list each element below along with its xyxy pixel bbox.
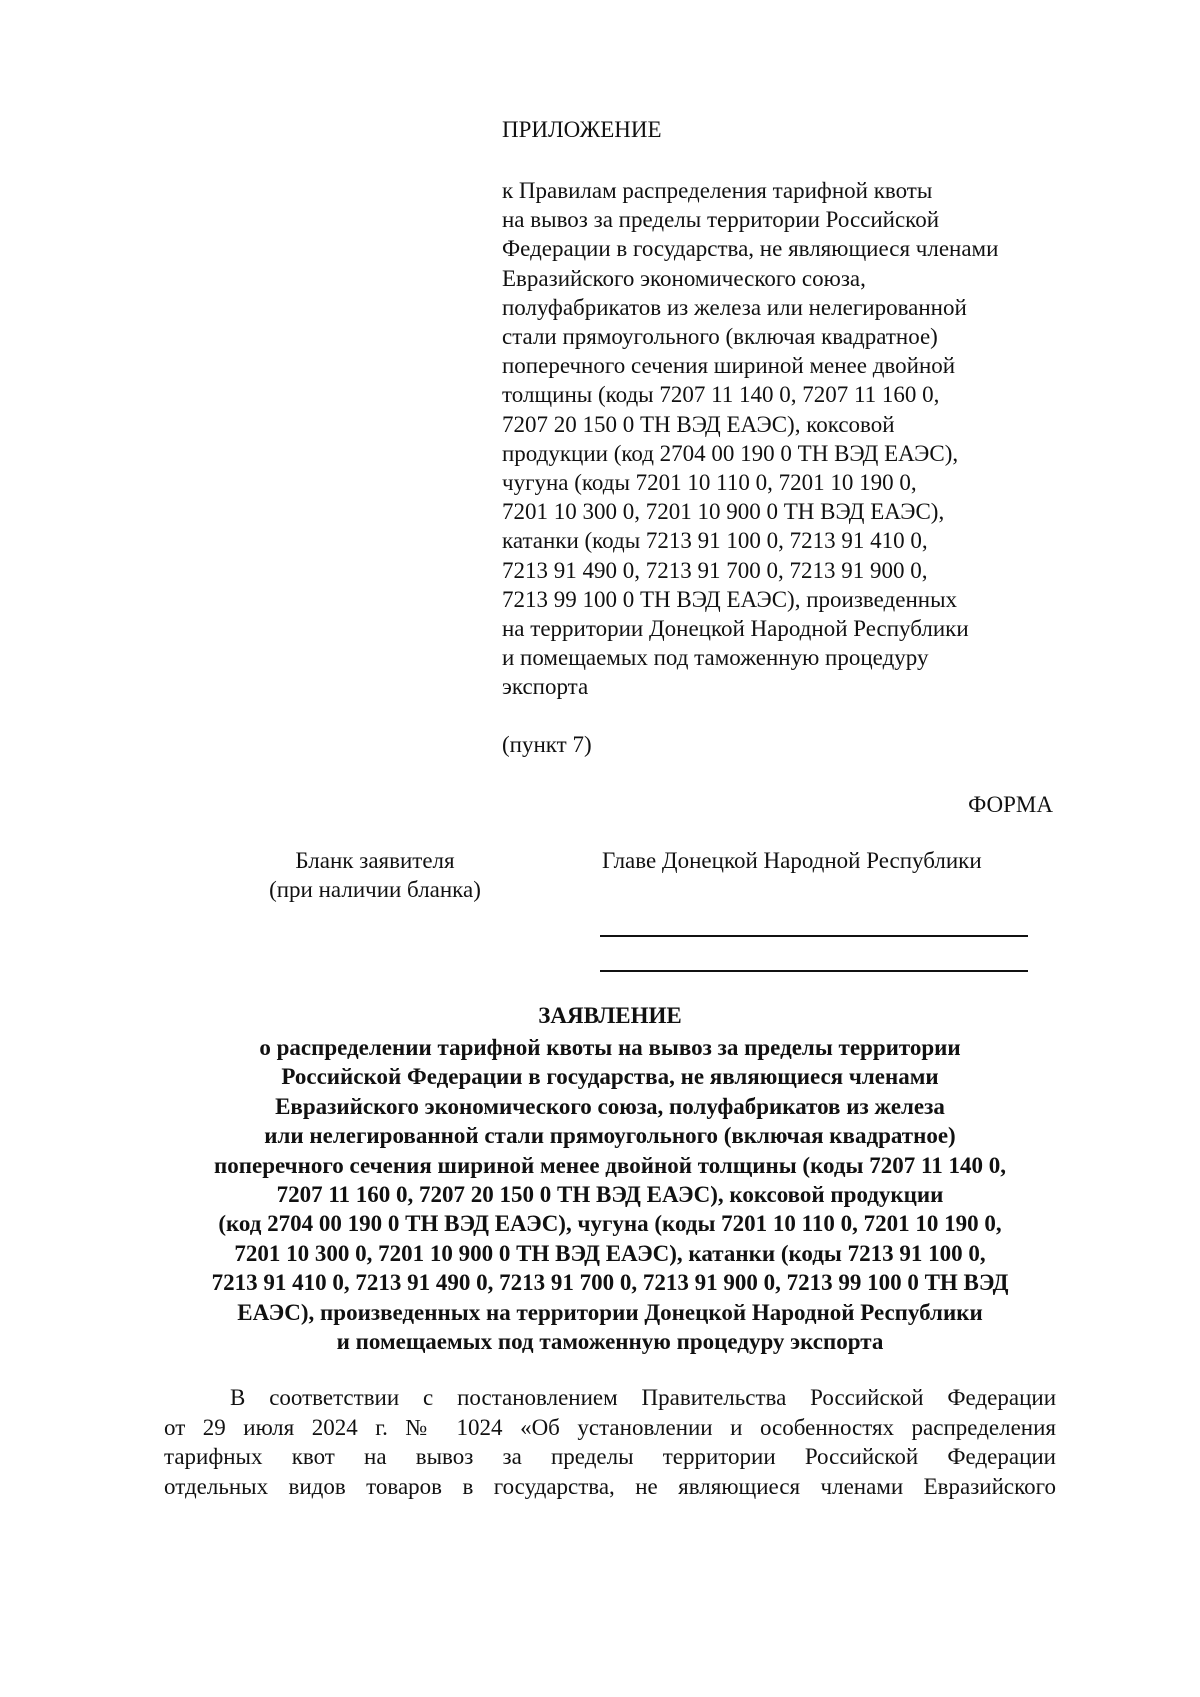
appendix-line: катанки (коды 7213 91 100 0, 7213 91 410 0, (502, 528, 928, 554)
subheading-line: ЕАЭС), произведенных на территории Донецкой Народной Республики (237, 1299, 983, 1325)
appendix-line: толщины (коды 7207 11 140 0, 7207 11 160 0, (502, 382, 940, 408)
appendix-line: на вывоз за пределы территории Российской (502, 207, 939, 233)
subheading-line: о распределении тарифной квоты на вывоз за пределы территории (259, 1035, 961, 1060)
appendix-line: и помещаемых под таможенную процедуру (502, 645, 929, 671)
form-label: ФОРМА (968, 792, 1053, 817)
appendix-line: 7201 10 300 0, 7201 10 900 0 ТН ВЭД ЕАЭС), (502, 499, 945, 525)
appendix-reference: (пункт 7) (502, 732, 592, 757)
appendix-line: 7213 91 490 0, 7213 91 700 0, 7213 91 900 0, (502, 557, 928, 583)
appendix-line: на территории Донецкой Народной Республики (502, 616, 969, 642)
addressee-blank-line (600, 970, 1028, 972)
appendix-line: к Правилам распределения тарифной квоты (502, 178, 933, 203)
appendix-line: 7213 99 100 0 ТН ВЭД ЕАЭС), произведенных (502, 586, 958, 612)
addressee-blank-line (600, 935, 1028, 937)
appendix-line: поперечного сечения шириной менее двойной (502, 353, 956, 379)
subheading-line: Евразийского экономического союза, полуфабрикатов из железа (275, 1093, 945, 1119)
addressee: Главе Донецкой Народной Республики (602, 848, 982, 873)
body-line: В соответствии с постановлением Правительства Российской Федерации (230, 1385, 1056, 1410)
subheading-line: 7213 91 410 0, 7213 91 490 0, 7213 91 700 0, 7213 91 900 0, 7213 99 100 0 ТН ВЭД (211, 1270, 1009, 1296)
subheading-line: (код 2704 00 190 0 ТН ВЭД ЕАЭС), чугуна (коды 7201 10 110 0, 7201 10 190 0, (218, 1211, 1002, 1237)
body-line: тарифных квот на вывоз за пределы территории Российской Федерации (164, 1444, 1056, 1470)
appendix-line: стали прямоугольного (включая квадратное) (502, 324, 938, 350)
statement-subheading (0, 1033, 1200, 1356)
appendix-line: экспорта (502, 674, 589, 700)
body-paragraph (164, 1383, 1056, 1501)
subheading-line: или нелегированной стали прямоугольного (включая квадратное) (264, 1123, 956, 1149)
body-line: отдельных видов товаров в государства, не являющиеся членами Евразийского (164, 1473, 1056, 1499)
appendix-title: ПРИЛОЖЕНИЕ (502, 117, 662, 142)
subheading-line: Российской Федерации в государства, не являющиеся членами (281, 1064, 939, 1090)
statement-heading: ЗАЯВЛЕНИЕ (538, 1003, 682, 1028)
appendix-body (502, 176, 1072, 702)
body-line: от 29 июля 2024 г. № 1024 «Об установлении и особенностях распределения (164, 1414, 1056, 1440)
subheading-line: 7201 10 300 0, 7201 10 900 0 ТН ВЭД ЕАЭС), катанки (коды 7213 91 100 0, (234, 1240, 986, 1266)
appendix-line: продукции (код 2704 00 190 0 ТН ВЭД ЕАЭС), (502, 440, 959, 466)
appendix-line: 7207 20 150 0 ТН ВЭД ЕАЭС), коксовой (502, 411, 895, 437)
subheading-line: 7207 11 160 0, 7207 20 150 0 ТН ВЭД ЕАЭС), коксовой продукции (276, 1182, 944, 1208)
subheading-line: поперечного сечения шириной менее двойной толщины (коды 7207 11 140 0, (214, 1152, 1006, 1178)
subheading-line: и помещаемых под таможенную процедуру экспорта (336, 1329, 884, 1355)
applicant-blank-line: Бланк заявителя (295, 848, 455, 873)
applicant-blank-note: (при наличии бланка) (269, 877, 481, 902)
appendix-line: чугуна (коды 7201 10 110 0, 7201 10 190 0, (502, 470, 917, 496)
appendix-line: Федерации в государства, не являющиеся членами (502, 236, 999, 262)
appendix-line: Евразийского экономического союза, (502, 265, 866, 291)
applicant-blank (230, 846, 520, 904)
appendix-line: полуфабрикатов из железа или нелегированной (502, 294, 967, 320)
